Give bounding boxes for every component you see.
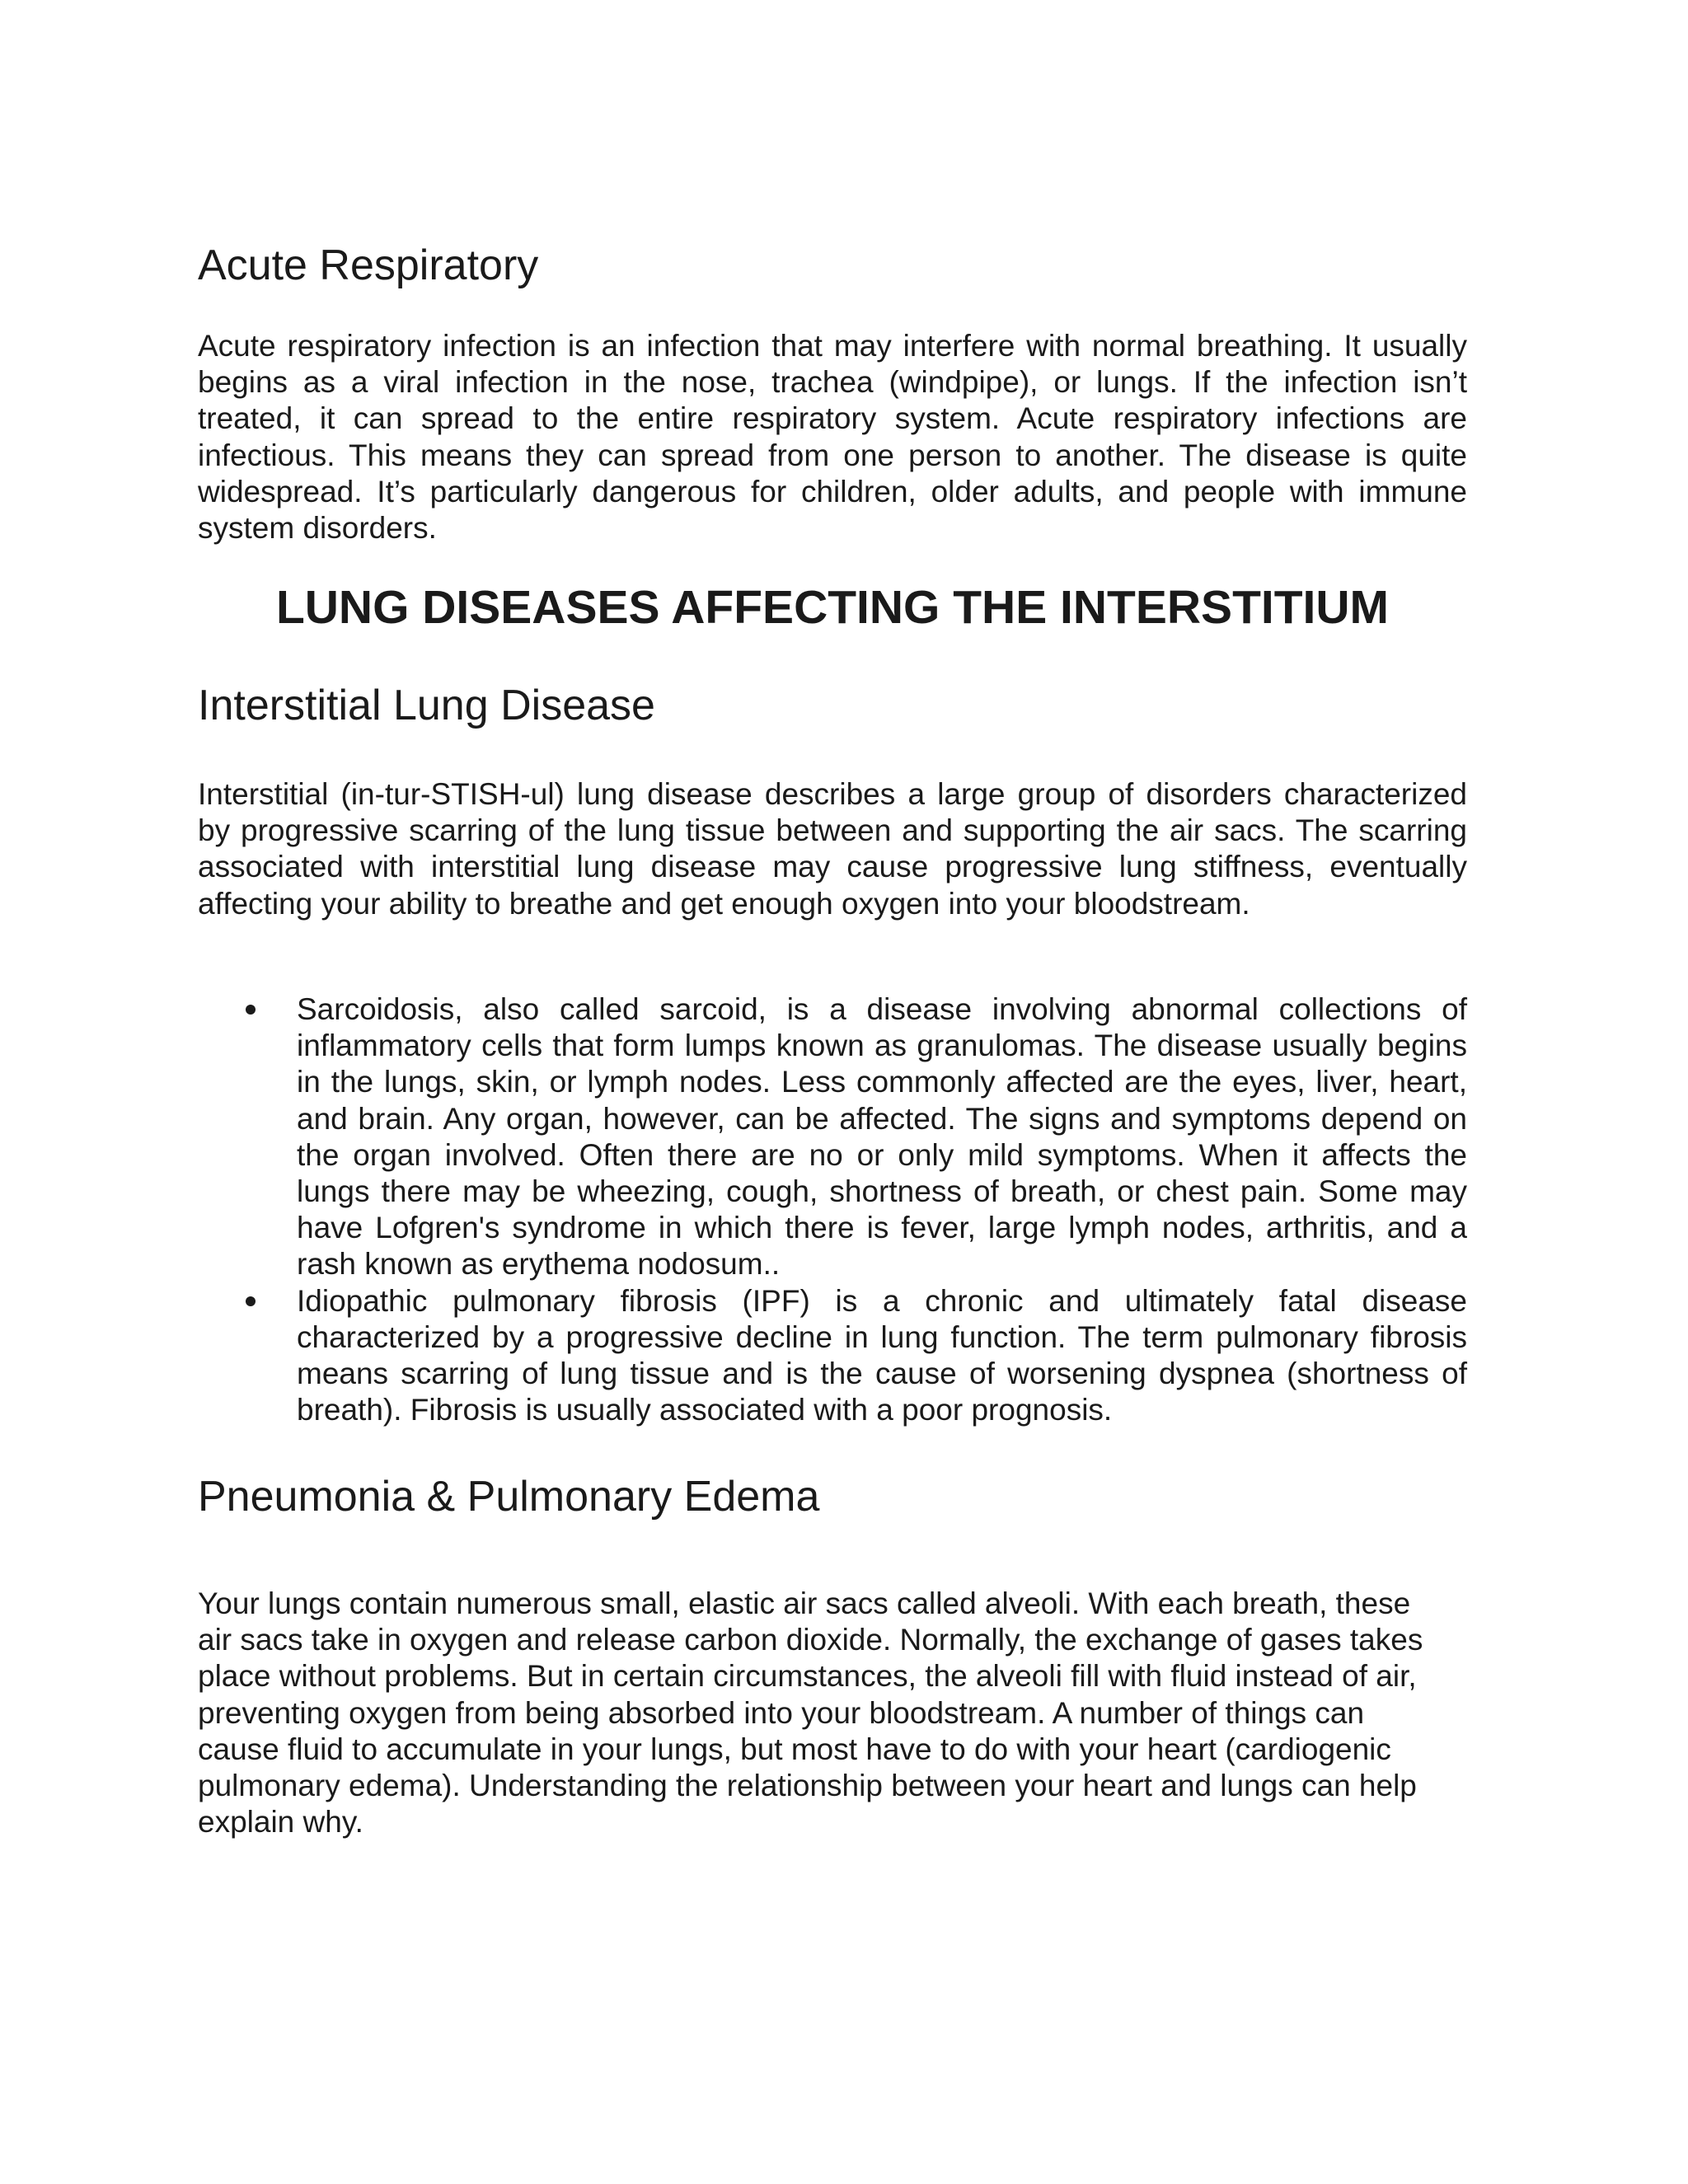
heading-interstitial-lung-disease: Interstitial Lung Disease [198,682,655,729]
heading-acute-respiratory: Acute Respiratory [198,241,539,289]
disease-bullet-list [198,991,1467,1428]
bullet-text-ipf: Idiopathic pulmonary fibrosis (IPF) is a chronic and ultimately fatal disease characterized by a progressive decline in lung function. The term pulmonary fibrosis means scarring of lung tissue and is the cause of worsening dyspnea (shortness of breath). Fibrosis is usually associated with a poor prognosis. [297,1283,1467,1427]
list-item [198,991,1467,1283]
title-interstitium: LUNG DISEASES AFFECTING THE INTERSTITIUM [275,581,1390,634]
bullet-icon [246,1296,256,1306]
list-item [198,1283,1467,1429]
bullet-text-sarcoidosis: Sarcoidosis, also called sarcoid, is a disease involving abnormal collections of inflammatory cells that form lumps known as granulomas. The disease usually begins in the lungs, skin, or lymph nodes. Less commonly affected are the eyes, liver, heart, and brain. Any organ, however, can be affected. The signs and symptoms depend on the organ involved. Often there are no or only mild symptoms. When it affects the lungs there may be wheezing, cough, shortness of breath, or chest pain. Some may have Lofgren's syndrome in which there is fever, large lymph nodes, arthritis, and a rash known as erythema nodosum.. [297,992,1467,1282]
heading-pneumonia-edema: Pneumonia & Pulmonary Edema [198,1473,820,1521]
bullet-icon [246,1005,256,1015]
paragraph-acute-respiratory: Acute respiratory infection is an infection that may interfere with normal breathing. It usually begins as a viral infection in the nose, trachea (windpipe), or lungs. If the infection isn’t treated, it can spread to the entire respiratory system. Acute respiratory infections are infectious. This means they can spread from one person to another. The disease is quite widespread. It’s particularly dangerous for children, older adults, and people with immune system disorders. [198,329,1467,546]
paragraph-pneumonia-edema: Your lungs contain numerous small, elastic air sacs called alveoli. With each breath, these air sacs take in oxygen and release carbon dioxide. Normally, the exchange of gases takes place without problems. But in certain circumstances, the alveoli fill with fluid instead of air, preventing oxygen from being absorbed into your bloodstream. A number of things can cause fluid to accumulate in your lungs, but most have to do with your heart (cardiogenic pulmonary edema). Understanding the relationship between your heart and lungs can help explain why. [198,1586,1423,1840]
paragraph-interstitial-lung-disease: Interstitial (in-tur-STISH-ul) lung disease describes a large group of disorders characterized by progressive scarring of the lung tissue between and supporting the air sacs. The scarring associated with interstitial lung disease may cause progressive lung stiffness, eventually affecting your ability to breathe and get enough oxygen into your bloodstream. [198,777,1467,921]
